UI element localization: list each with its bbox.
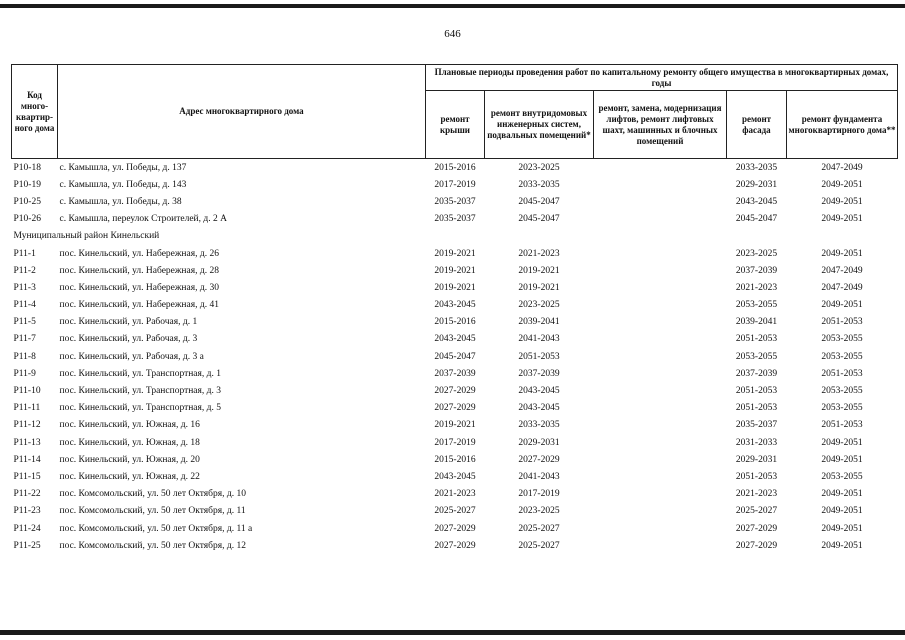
cell-facade: 2033-2035 (735, 162, 778, 173)
cell-systems: 2039-2041 (518, 317, 560, 328)
cell-foundation: 2049-2051 (821, 437, 863, 448)
cell-elevators (594, 331, 727, 348)
cell-foundation: 2049-2051 (821, 489, 863, 500)
cell-address: пос. Кинельский, ул. Рабочая, д. 3 (59, 334, 198, 345)
cell-elevators (594, 382, 727, 399)
cell-systems: 2033-2035 (518, 420, 560, 431)
cell-code: Р11-14 (13, 454, 41, 465)
cell-address: пос. Кинельский, ул. Южная, д. 18 (59, 437, 200, 448)
cell-elevators (594, 503, 727, 520)
cell-roof: 2027-2029 (434, 540, 476, 551)
cell-facade: 2045-2047 (735, 214, 778, 225)
cell-elevators (594, 348, 727, 365)
table-row (12, 297, 898, 314)
cell-systems: 2017-2019 (518, 489, 560, 500)
cell-address: с. Камышла, ул. Победы, д. 143 (59, 179, 187, 190)
cell-code: Р11-23 (13, 506, 41, 517)
cell-facade: 2037-2039 (735, 265, 778, 276)
cell-facade: 2043-2045 (735, 196, 778, 207)
cell-elevators (594, 279, 727, 296)
cell-foundation: 2051-2053 (821, 317, 863, 328)
table-row (12, 434, 898, 451)
cell-code: Р10-19 (13, 179, 41, 190)
table-row (12, 417, 898, 434)
cell-foundation: 2053-2055 (821, 386, 863, 397)
table-row (12, 159, 898, 177)
cell-systems: 2023-2025 (518, 506, 560, 517)
cell-code: Р11-12 (13, 420, 41, 431)
cell-roof: 2027-2029 (434, 403, 476, 414)
cell-code: Р11-7 (13, 334, 36, 345)
cell-elevators (594, 297, 727, 314)
cell-code: Р11-2 (13, 265, 36, 276)
cell-roof: 2035-2037 (434, 196, 476, 207)
cell-address: с. Камышла, ул. Победы, д. 38 (59, 196, 182, 207)
cell-address: пос. Кинельский, ул. Набережная, д. 28 (59, 265, 219, 276)
cell-address: пос. Кинельский, ул. Транспортная, д. 1 (59, 368, 221, 379)
cell-facade: 2021-2023 (735, 282, 778, 293)
cell-address: пос. Кинельский, ул. Транспортная, д. 3 (59, 386, 221, 397)
cell-address: пос. Кинельский, ул. Южная, д. 22 (59, 471, 200, 482)
cell-foundation: 2047-2049 (821, 162, 863, 173)
cell-address: пос. Комсомольский, ул. 50 лет Октября, д. 11 (59, 506, 246, 517)
cell-systems: 2025-2027 (518, 523, 560, 534)
page-number: 646 (444, 28, 461, 40)
cell-foundation: 2053-2055 (821, 403, 863, 414)
cell-systems: 2025-2027 (518, 540, 560, 551)
bottom-rule (0, 630, 905, 635)
cell-roof: 2037-2039 (434, 368, 476, 379)
cell-foundation: 2053-2055 (821, 351, 863, 362)
table-row (12, 331, 898, 348)
cell-systems: 2041-2043 (518, 334, 560, 345)
table-row (12, 503, 898, 520)
table-row (12, 176, 898, 193)
cell-roof: 2019-2021 (434, 248, 476, 259)
cell-systems: 2037-2039 (518, 368, 560, 379)
cell-code: Р11-11 (13, 403, 41, 414)
cell-code: Р11-1 (13, 248, 36, 259)
cell-roof: 2035-2037 (434, 214, 476, 225)
cell-code: Р10-26 (13, 214, 41, 225)
cell-elevators (594, 468, 727, 485)
header-elevators: ремонт, замена, модернизация лифтов, ремонт лифтовых шахт, машинных и блочных помещений (594, 91, 727, 159)
cell-address: пос. Кинельский, ул. Набережная, д. 41 (59, 300, 219, 311)
cell-foundation: 2053-2055 (821, 334, 863, 345)
cell-elevators (594, 537, 727, 554)
cell-elevators (594, 417, 727, 434)
cell-code: Р11-15 (13, 471, 41, 482)
cell-code: Р10-18 (13, 162, 41, 173)
table-row (12, 262, 898, 279)
cell-roof: 2043-2045 (434, 471, 476, 482)
cell-systems: 2023-2025 (518, 300, 560, 311)
cell-facade: 2031-2033 (735, 437, 778, 448)
cell-systems: 2033-2035 (518, 179, 560, 190)
cell-code: Р11-9 (13, 368, 36, 379)
cell-foundation: 2047-2049 (821, 265, 863, 276)
cell-foundation: 2049-2051 (821, 248, 863, 259)
cell-facade: 2051-2053 (735, 334, 778, 345)
cell-facade: 2035-2037 (735, 420, 778, 431)
cell-roof: 2015-2016 (434, 162, 476, 173)
cell-systems: 2019-2021 (518, 282, 560, 293)
cell-foundation: 2049-2051 (821, 523, 863, 534)
cell-foundation: 2049-2051 (821, 540, 863, 551)
table-row (12, 314, 898, 331)
table-row (12, 486, 898, 503)
cell-elevators (594, 314, 727, 331)
header-address: Адрес многоквартирного дома (58, 65, 426, 159)
table-row (12, 451, 898, 468)
cell-address: пос. Кинельский, ул. Южная, д. 20 (59, 454, 200, 465)
cell-facade: 2029-2031 (735, 454, 778, 465)
cell-address: пос. Кинельский, ул. Южная, д. 16 (59, 420, 200, 431)
cell-facade: 2029-2031 (735, 179, 778, 190)
table-row (12, 537, 898, 554)
cell-roof: 2019-2021 (434, 282, 476, 293)
cell-elevators (594, 400, 727, 417)
cell-foundation: 2053-2055 (821, 471, 863, 482)
cell-systems: 2023-2025 (518, 162, 560, 173)
cell-address: пос. Комсомольский, ул. 50 лет Октября, д. 10 (59, 489, 246, 500)
cell-address: с. Камышла, переулок Строителей, д. 2 А (59, 214, 227, 225)
cell-facade: 2039-2041 (735, 317, 778, 328)
cell-code: Р11-10 (13, 386, 41, 397)
cell-facade: 2025-2027 (735, 506, 778, 517)
header-systems: ремонт внутридомовых инженерных систем, подвальных помещений* (485, 91, 594, 159)
cell-address: пос. Кинельский, ул. Транспортная, д. 5 (59, 403, 221, 414)
cell-code: Р11-13 (13, 437, 41, 448)
header-foundation: ремонт фундамента многоквартирного дома** (787, 91, 898, 159)
cell-systems: 2041-2043 (518, 471, 560, 482)
cell-systems: 2019-2021 (518, 265, 560, 276)
table-row (12, 211, 898, 228)
cell-roof: 2015-2016 (434, 317, 476, 328)
repair-schedule-table (11, 64, 898, 554)
cell-roof: 2017-2019 (434, 437, 476, 448)
cell-foundation: 2051-2053 (821, 420, 863, 431)
cell-roof: 2017-2019 (434, 179, 476, 190)
cell-elevators (594, 211, 727, 228)
cell-elevators (594, 245, 727, 262)
cell-foundation: 2051-2053 (821, 368, 863, 379)
cell-code: Р11-5 (13, 317, 36, 328)
cell-systems: 2043-2045 (518, 386, 560, 397)
table-row (12, 382, 898, 399)
cell-address: пос. Комсомольский, ул. 50 лет Октября, д. 11 а (59, 523, 253, 534)
table-row (12, 520, 898, 537)
cell-systems: 2045-2047 (518, 196, 560, 207)
cell-roof: 2019-2021 (434, 420, 476, 431)
cell-code: Р11-8 (13, 351, 36, 362)
cell-facade: 2051-2053 (735, 386, 778, 397)
cell-elevators (594, 365, 727, 382)
cell-elevators (594, 176, 727, 193)
top-rule (0, 4, 905, 8)
cell-address: пос. Кинельский, ул. Рабочая, д. 3 а (59, 351, 204, 362)
table-row (12, 468, 898, 485)
cell-address: пос. Кинельский, ул. Набережная, д. 30 (59, 282, 219, 293)
cell-roof: 2015-2016 (434, 454, 476, 465)
cell-code: Р11-4 (13, 300, 36, 311)
cell-facade: 2051-2053 (735, 403, 778, 414)
cell-roof: 2027-2029 (434, 386, 476, 397)
cell-roof: 2043-2045 (434, 300, 476, 311)
cell-elevators (594, 159, 727, 177)
cell-roof: 2043-2045 (434, 334, 476, 345)
cell-systems: 2043-2045 (518, 403, 560, 414)
cell-facade: 2027-2029 (735, 540, 778, 551)
cell-facade: 2051-2053 (735, 471, 778, 482)
cell-foundation: 2049-2051 (821, 179, 863, 190)
cell-elevators (594, 262, 727, 279)
cell-systems: 2021-2023 (518, 248, 560, 259)
cell-code: Р11-25 (13, 540, 41, 551)
cell-roof: 2019-2021 (434, 265, 476, 276)
header-facade: ремонт фасада (727, 91, 787, 159)
cell-foundation: 2049-2051 (821, 300, 863, 311)
cell-roof: 2045-2047 (434, 351, 476, 362)
cell-facade: 2053-2055 (735, 351, 778, 362)
cell-elevators (594, 486, 727, 503)
cell-elevators (594, 451, 727, 468)
cell-code: Р11-3 (13, 282, 36, 293)
cell-foundation: 2049-2051 (821, 506, 863, 517)
cell-address: пос. Кинельский, ул. Рабочая, д. 1 (59, 317, 198, 328)
section-title: Муниципальный район Кинельский (13, 231, 160, 242)
cell-systems: 2045-2047 (518, 214, 560, 225)
cell-elevators (594, 193, 727, 210)
cell-address: с. Камышла, ул. Победы, д. 137 (59, 162, 187, 173)
table-body (12, 159, 898, 555)
table-row (12, 348, 898, 365)
table-row (12, 365, 898, 382)
table-row (12, 400, 898, 417)
cell-systems: 2027-2029 (518, 454, 560, 465)
cell-facade: 2027-2029 (735, 523, 778, 534)
header-code: Код много-квартир-ного дома (12, 65, 58, 159)
cell-roof: 2021-2023 (434, 489, 476, 500)
table-row (12, 245, 898, 262)
cell-facade: 2053-2055 (735, 300, 778, 311)
cell-code: Р11-24 (13, 523, 41, 534)
cell-foundation: 2047-2049 (821, 282, 863, 293)
cell-facade: 2021-2023 (735, 489, 778, 500)
cell-systems: 2029-2031 (518, 437, 560, 448)
cell-systems: 2051-2053 (518, 351, 560, 362)
cell-address: пос. Кинельский, ул. Набережная, д. 26 (59, 248, 219, 259)
cell-code: Р11-22 (13, 489, 41, 500)
cell-foundation: 2049-2051 (821, 196, 863, 207)
cell-code: Р10-25 (13, 196, 41, 207)
cell-facade: 2023-2025 (735, 248, 778, 259)
header-group-title: Плановые периоды проведения работ по капитальному ремонту общего имущества в многоквартирных домах, годы (426, 65, 898, 91)
cell-elevators (594, 520, 727, 537)
cell-foundation: 2049-2051 (821, 454, 863, 465)
table-row (12, 193, 898, 210)
cell-foundation: 2049-2051 (821, 214, 863, 225)
header-roof: ремонт крыши (426, 91, 485, 159)
cell-address: пос. Комсомольский, ул. 50 лет Октября, д. 12 (59, 540, 246, 551)
cell-facade: 2037-2039 (735, 368, 778, 379)
cell-elevators (594, 434, 727, 451)
cell-roof: 2027-2029 (434, 523, 476, 534)
section-row (12, 228, 898, 245)
table-row (12, 279, 898, 296)
cell-roof: 2025-2027 (434, 506, 476, 517)
